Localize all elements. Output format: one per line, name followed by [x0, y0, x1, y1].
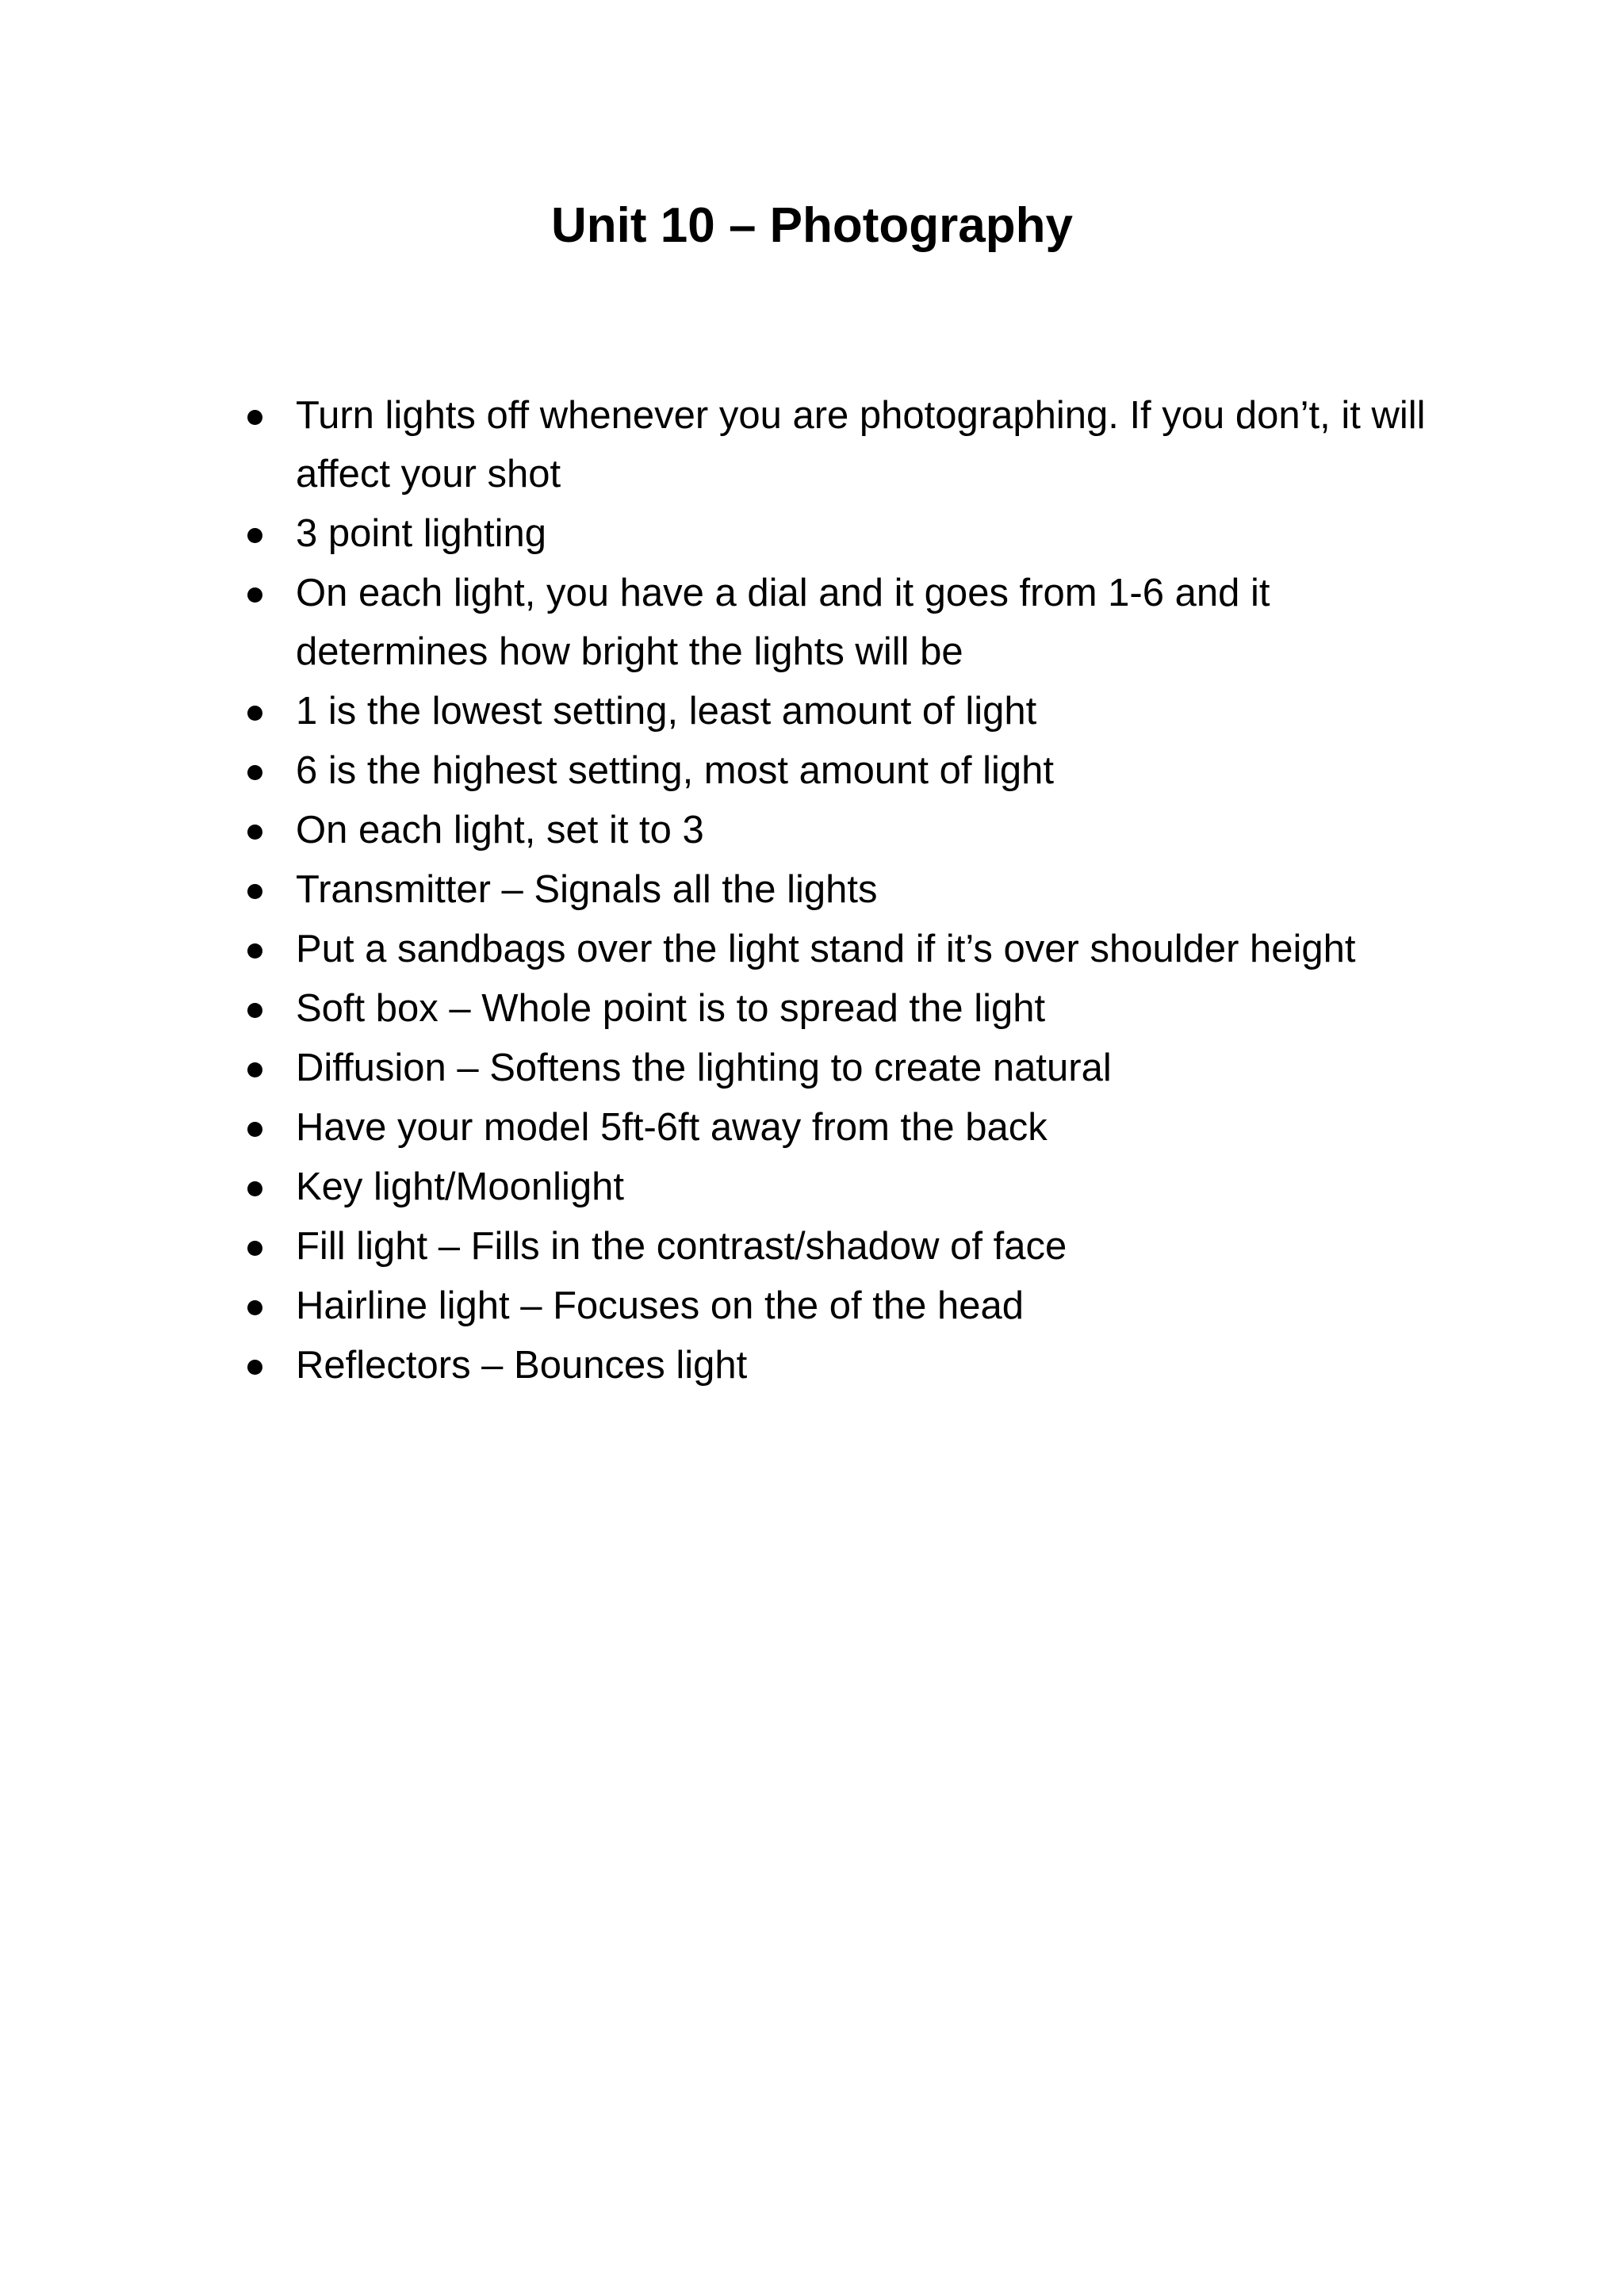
list-item: [247, 920, 1437, 978]
list-item: [247, 741, 1437, 800]
list-item: [247, 682, 1437, 740]
list-item-text: Diffusion – Softens the lighting to create natural: [296, 1047, 1112, 1089]
list-item-text: Key light/Moonlight: [296, 1165, 625, 1208]
list-item-text: On each light, you have a dial and it goes from 1-6 and it determines how bright the lights will be: [296, 572, 1270, 673]
list-item-text: 6 is the highest setting, most amount of light: [296, 749, 1055, 792]
list-item: [247, 1039, 1437, 1097]
list-item-text: 3 point lighting: [296, 512, 547, 555]
list-item: [247, 504, 1437, 563]
list-item-text: Have your model 5ft-6ft away from the back: [296, 1106, 1048, 1149]
bullet-icon: [247, 1360, 262, 1375]
bullet-icon: [247, 1062, 262, 1077]
list-item-text: Transmitter – Signals all the lights: [296, 868, 878, 911]
list-item: [247, 1276, 1437, 1335]
document-title: Unit 10 – Photography: [551, 198, 1073, 253]
list-item: [247, 860, 1437, 919]
bullet-icon: [247, 1300, 262, 1315]
list-item: [247, 801, 1437, 859]
list-item-text: Put a sandbags over the light stand if it’s over shoulder height: [296, 928, 1356, 970]
list-item-text: Reflectors – Bounces light: [296, 1344, 748, 1387]
list-item-text: Turn lights off whenever you are photographing. If you don’t, it will affect your shot: [296, 394, 1426, 496]
bullet-icon: [247, 1181, 262, 1196]
bullet-list: [247, 386, 1437, 1395]
bullet-icon: [247, 825, 262, 840]
list-item-text: Fill light – Fills in the contrast/shadow of face: [296, 1225, 1067, 1268]
list-item-text: 1 is the lowest setting, least amount of light: [296, 690, 1037, 733]
bullet-icon: [247, 884, 262, 899]
list-item: [247, 1098, 1437, 1157]
bullet-icon: [247, 587, 262, 603]
list-item: [247, 1336, 1437, 1395]
list-item-text: On each light, set it to 3: [296, 809, 704, 851]
list-item: [247, 1158, 1437, 1216]
list-item: [247, 1217, 1437, 1276]
bullet-icon: [247, 765, 262, 780]
list-item: [247, 386, 1437, 503]
list-item: [247, 564, 1437, 681]
bullet-icon: [247, 410, 262, 425]
bullet-icon: [247, 1241, 262, 1256]
bullet-icon: [247, 706, 262, 721]
list-item-text: Hairline light – Focuses on the of the head: [296, 1284, 1024, 1327]
bullet-icon: [247, 1122, 262, 1137]
list-item-text: Soft box – Whole point is to spread the light: [296, 987, 1046, 1030]
bullet-icon: [247, 943, 262, 959]
bullet-icon: [247, 528, 262, 543]
bullet-icon: [247, 1003, 262, 1018]
list-item: [247, 979, 1437, 1038]
